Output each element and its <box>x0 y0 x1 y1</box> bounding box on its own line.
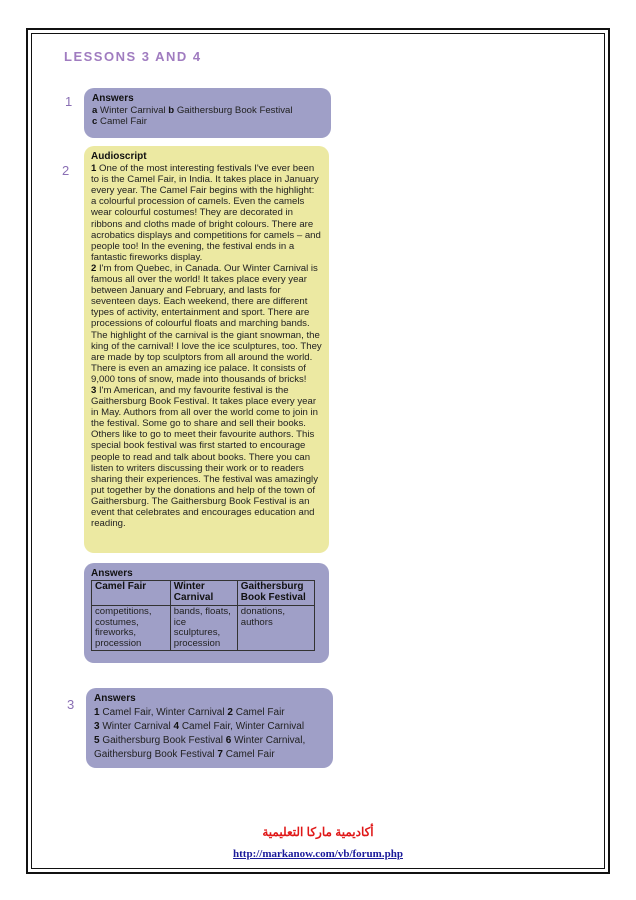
festival-table <box>91 580 315 651</box>
exercise-1-number: 1 <box>65 94 73 109</box>
exercise-3-number: 3 <box>67 697 75 712</box>
audioscript-paragraph-2: 2 I'm from Quebec, in Canada. Our Winter Carnival is famous all over the world! It takes place every year between January and February, and lasts for seventeen days. Each weekend, there are different types of activity, entertainment and sport. There are processions of colourful floats and marching bands. The highlight of the carnival is the giant snowman, the king of the carnival! I love the ice sculptures, too. They are made by top sculptors from all around the world. There is even an amazing ice palace. It consists of 9,000 tons of snow, made into thousands of bricks! <box>91 262 322 385</box>
answer-c-text: Camel Fair <box>100 116 147 128</box>
forum-link[interactable]: http://markanow.com/vb/forum.php <box>233 848 403 860</box>
audioscript-heading: Audioscript <box>91 151 147 162</box>
forum-link-container <box>0 848 636 860</box>
table-header-row <box>92 581 315 606</box>
table-header: Camel Fair <box>92 581 171 606</box>
exercise-2-answers-heading: Answers <box>91 568 133 579</box>
audioscript-paragraph-1: 1 One of the most interesting festivals I've ever been to is the Camel Fair, in India. It takes place in January every year. The Camel Fair begins with the highlight: a colourful procession of camels. Even the camels wear colourful costumes! They are decorated in ribbons and cloths made of bright colours. There are acrobatics displays and competitions for camels – and people too! In the evening, the festival ends in a fantastic fireworks display. <box>91 163 321 263</box>
exercise-1-answers <box>92 105 323 127</box>
audioscript-paragraph-3: 3 I'm American, and my favourite festival is the Gaithersburg Book Festival. It takes place every year in May. Authors from all over the world come to join in the festival. Some go to share and sell their books. Others like to go to meet their favourite authors. This special book festival was first started to encourage people to read and talk about books. There you can listen to writers discussing their work or to readers sharing their experiences. The festival was amazingly put together by the donations and help of the town of Gaithersburg. The Gaithersburg Book Festival is an event that celebrates and encourages education and reading. <box>91 384 318 530</box>
lesson-title: LESSONS 3 AND 4 <box>64 49 202 64</box>
answer-a-label: a <box>92 105 98 117</box>
answer-a-text: Winter Carnival <box>100 105 166 117</box>
exercise-1-answers-box <box>84 88 331 138</box>
exercise-2-answers-box <box>84 563 329 663</box>
exercise-2-number: 2 <box>62 163 70 178</box>
exercise-3-answers-box <box>86 688 333 768</box>
table-cell: competitions, costumes, fireworks, procession <box>92 606 171 651</box>
exercise-3-heading: Answers <box>94 693 136 704</box>
table-cell: donations, authors <box>237 606 314 651</box>
audioscript-box <box>84 146 329 553</box>
answer-c-label: c <box>92 116 98 128</box>
answer-b-text: Gaithersburg Book Festival <box>176 105 293 117</box>
answer-b-label: b <box>168 105 175 117</box>
table-cell: bands, floats, ice sculptures, procession <box>170 606 237 651</box>
exercise-1-heading: Answers <box>92 93 134 104</box>
table-row <box>92 606 315 651</box>
table-header: Gaithersburg Book Festival <box>237 581 314 606</box>
academy-name: أكاديمية ماركا التعليمية <box>262 825 374 839</box>
exercise-3-answers: 1 Camel Fair, Winter Carnival 2 Camel Fair 3 Winter Carnival 4 Camel Fair, Winter Carnival 5 Gaithersburg Book Festival 6 Winter Carnival, Gaithersburg Book Festival 7 Camel Fair <box>94 707 306 760</box>
table-header: Winter Carnival <box>170 581 237 606</box>
